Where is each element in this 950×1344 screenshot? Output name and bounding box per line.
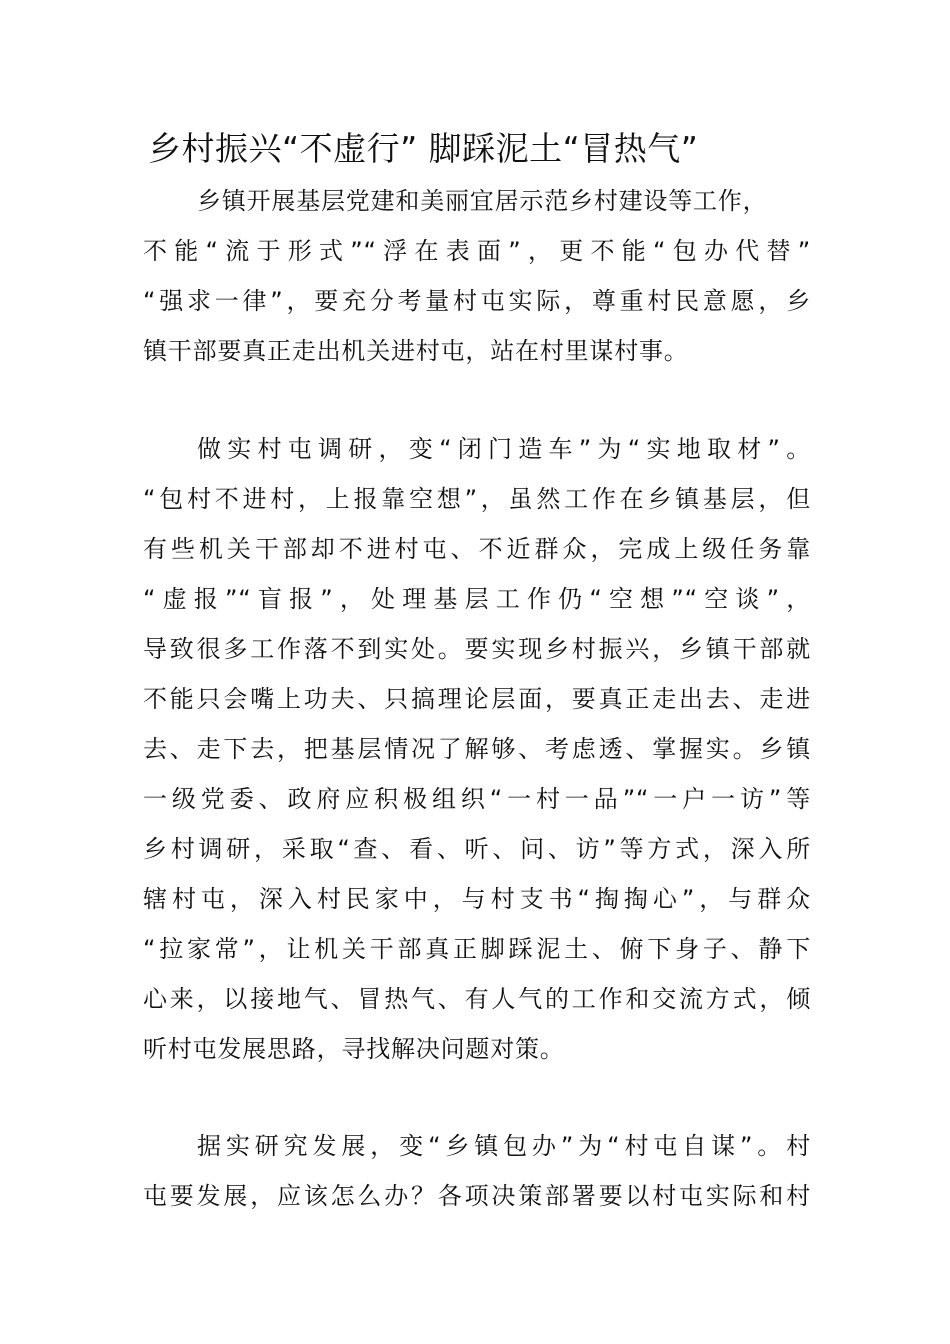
text-line: “包村不进村，上报靠空想”，虽然工作在乡镇基层，但 (143, 485, 811, 513)
text-line: 做实村屯调研，变“闭门造车”为“实地取材”。 (197, 435, 811, 463)
text-line: 不能“流于形式”“浮在表面”，更不能“包办代替” (143, 237, 811, 265)
text-line: 心来，以接地气、冒热气、有人气的工作和交流方式，倾 (143, 985, 811, 1013)
text-line: 一级党委、政府应积极组织“一村一品”“一户一访”等 (143, 785, 811, 813)
text-line: 导致很多工作落不到实处。要实现乡村振兴，乡镇干部就 (143, 635, 811, 663)
text-line: 不能只会嘴上功夫、只搞理论层面，要真正走出去、走进 (143, 685, 811, 713)
text-line: 听村屯发展思路，寻找解决问题对策。 (143, 1035, 565, 1063)
paragraph-2 (143, 424, 811, 1074)
text-line: “虚报”“盲报”，处理基层工作仍“空想”“空谈”， (143, 585, 811, 613)
text-line: “拉家常”，让机关干部真正脚踩泥土、俯下身子、静下 (143, 935, 811, 963)
paragraph-1 (143, 176, 811, 376)
text-line: 屯要发展，应该怎么办？各项决策部署要以村屯实际和村 (143, 1182, 811, 1210)
text-line: 据实研究发展，变“乡镇包办”为“村屯自谋”。村 (197, 1132, 811, 1160)
paragraph-3 (143, 1121, 811, 1221)
text-line: 有些机关干部却不进村屯、不近群众，完成上级任务靠 (143, 535, 811, 563)
text-line: 乡村调研，采取“查、看、听、问、访”等方式，深入所 (143, 835, 811, 863)
text-line: “强求一律”，要充分考量村屯实际，尊重村民意愿，乡 (143, 287, 811, 315)
text-line: 辖村屯，深入村民家中，与村支书“掏掏心”，与群众 (143, 885, 811, 913)
document-title: 乡村振兴“不虚行” 脚踩泥土“冒热气” (148, 129, 699, 168)
text-line: 镇干部要真正走出机关进村屯，站在村里谋村事。 (143, 337, 689, 365)
text-line: 乡镇开展基层党建和美丽宜居示范乡村建设等工作， (197, 187, 768, 215)
text-line: 去、走下去，把基层情况了解够、考虑透、掌握实。乡镇 (143, 735, 811, 763)
